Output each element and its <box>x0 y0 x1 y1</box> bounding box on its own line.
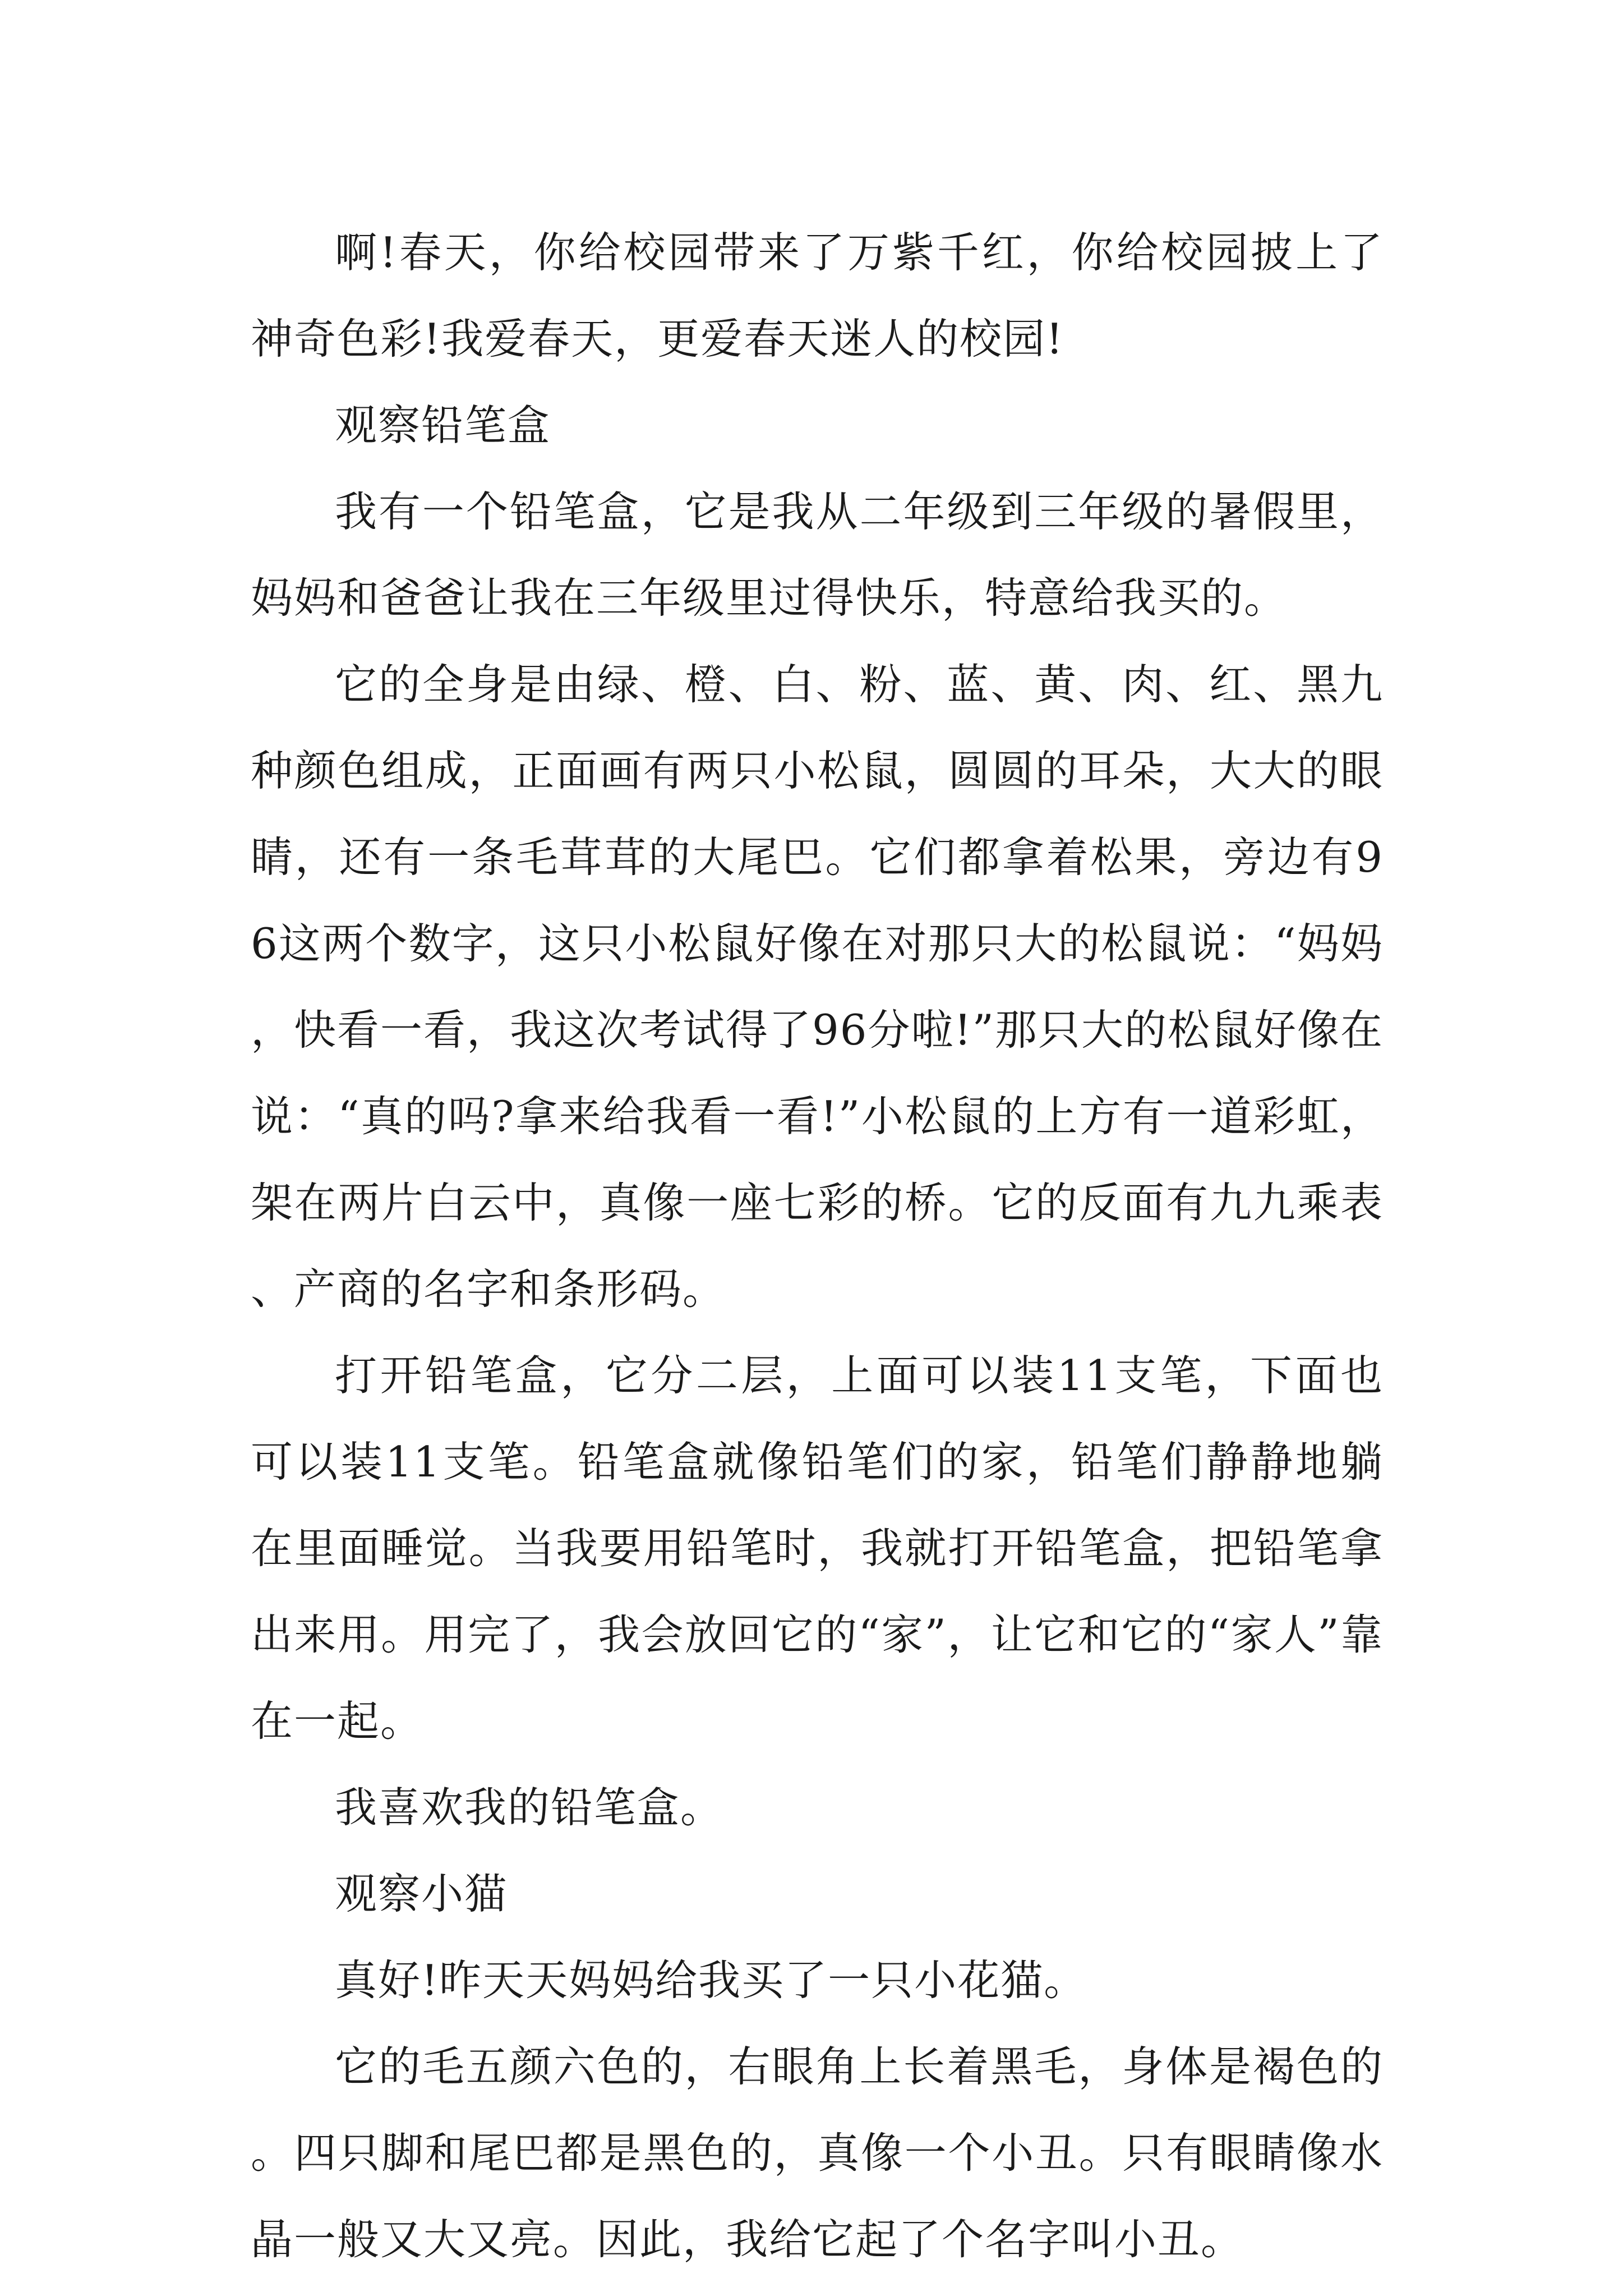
paragraph-pencil-case-appearance: 它的全身是由绿、橙、白、粉、蓝、黄、肉、红、黑九种颜色组成，正面画有两只小松鼠，圆圆的耳朵，大大的眼睛，还有一条毛茸茸的大尾巴。它们都拿着松果，旁边有96这两个数字，这只小松鼠好像在对那只大的松鼠说：“妈妈，快看一看，我这次考试得了96分啦!”那只大的松鼠好像在说：“真的吗?拿来给我看一看!”小松鼠的上方有一道彩虹，架在两片白云中，真像一座七彩的桥。它的反面有九九乘表、产商的名字和条形码。 <box>251 660 1384 1314</box>
heading-pencil-case: 观察铅笔盒 <box>335 401 551 450</box>
paragraph-pencil-case-conclusion: 我喜欢我的铅笔盒。 <box>335 1783 724 1832</box>
paragraph-spring-ending: 啊!春天，你给校园带来了万紫千红，你给校园披上了神奇色彩!我爱春天，更爱春天迷人的校园! <box>251 228 1384 364</box>
heading-kitten: 观察小猫 <box>335 1869 508 1918</box>
paragraph-kitten-appearance: 它的毛五颜六色的，右眼角上长着黑毛，身体是褐色的。四只脚和尾巴都是黑色的，真像一个小丑。只有眼睛像水晶一般又大又亮。因此，我给它起了个名字叫小丑。 <box>251 2042 1384 2264</box>
paragraph-kitten-intro: 真好!昨天天妈妈给我买了一只小花猫。 <box>335 1955 1087 2005</box>
paragraph-pencil-case-inside: 打开铅笔盒，它分二层，上面可以装11支笔，下面也可以装11支笔。铅笔盒就像铅笔们的家，铅笔们静静地躺在里面睡觉。当我要用铅笔时，我就打开铅笔盒，把铅笔拿出来用。用完了，我会放回它的“家”，让它和它的“家人”靠在一起。 <box>251 1351 1384 1746</box>
document-body <box>251 209 1384 2283</box>
paragraph-pencil-case-origin: 我有一个铅笔盒，它是我从二年级到三年级的暑假里，妈妈和爸爸让我在三年级里过得快乐，特意给我买的。 <box>251 487 1384 623</box>
